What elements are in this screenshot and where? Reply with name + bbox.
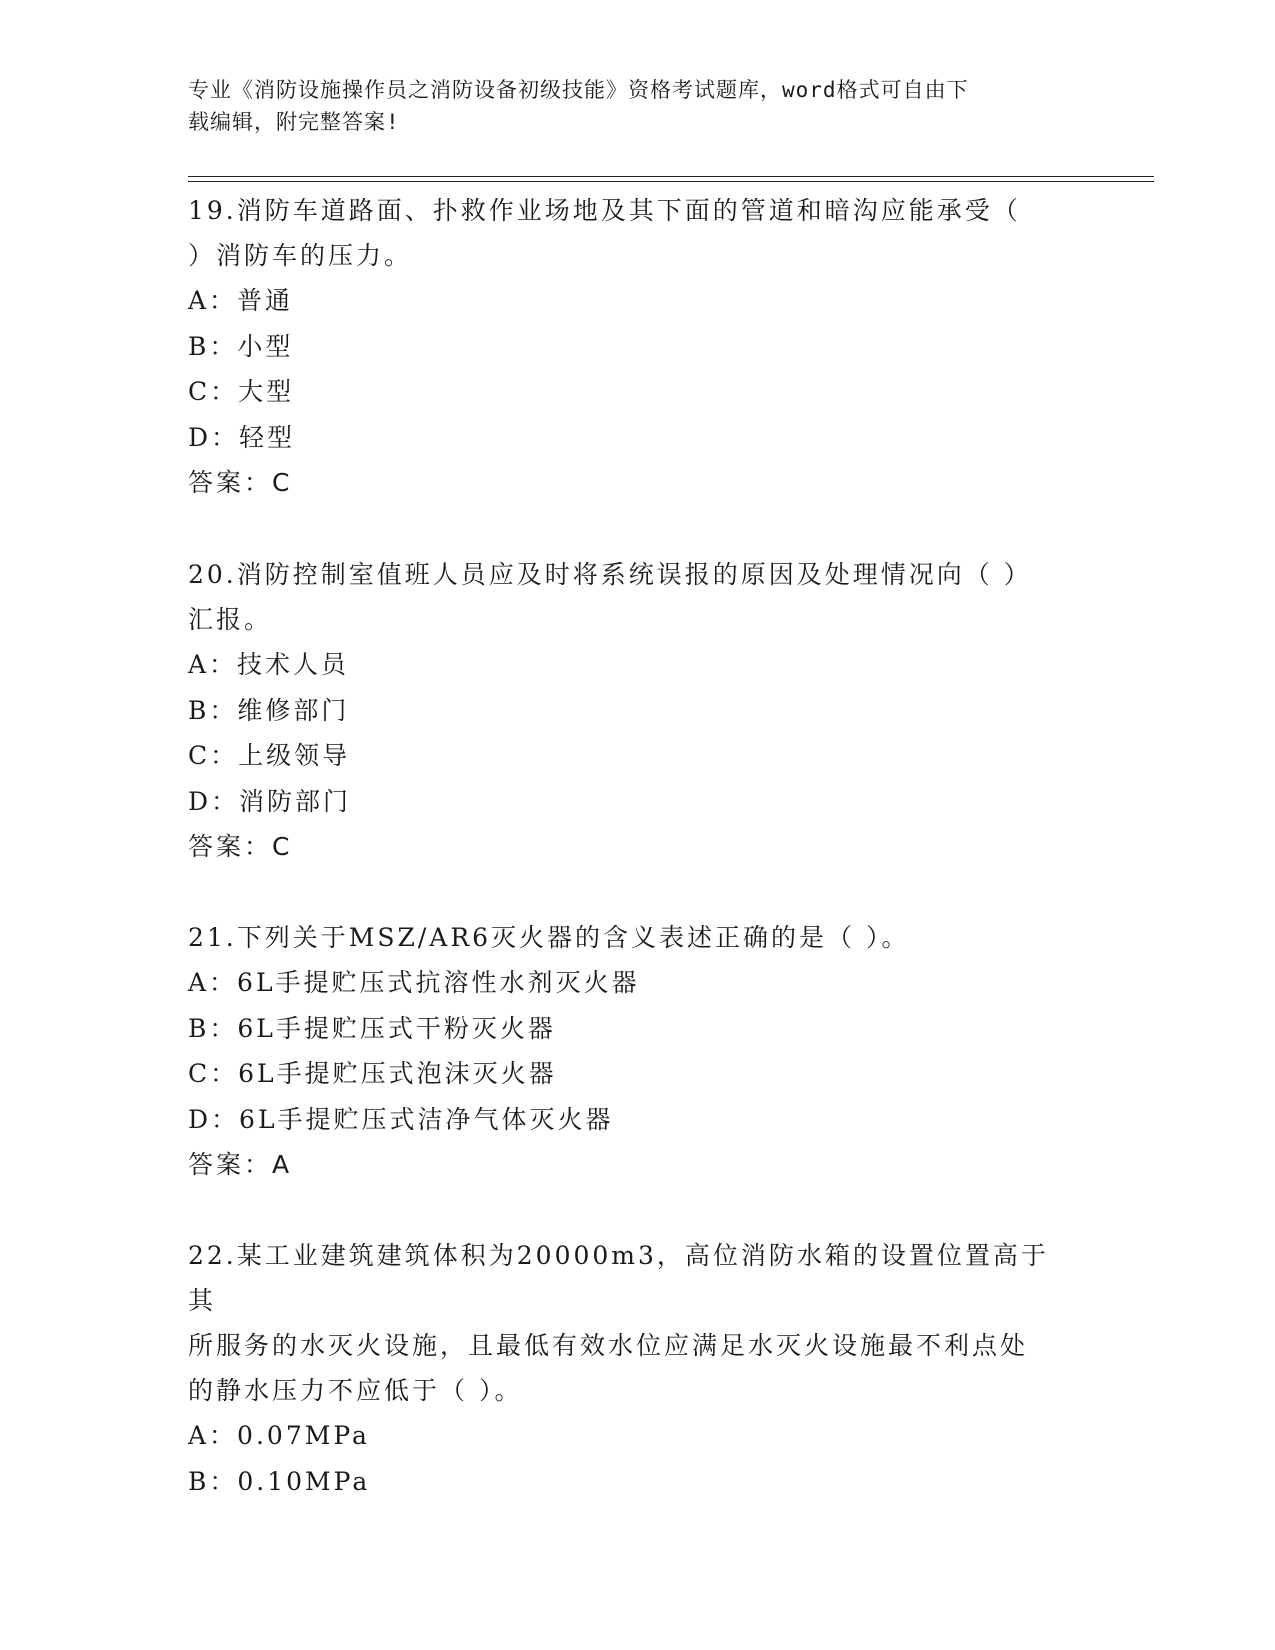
question-text-line: 21.下列关于MSZ/AR6灭火器的含义表述正确的是（ ）。 [188, 923, 910, 952]
option-c: C：上级领导 [188, 741, 351, 770]
question-text-line: 汇报。 [188, 605, 273, 634]
answer-line: 答案：A [188, 1150, 293, 1179]
option-d: D：6L手提贮压式洁净气体灭火器 [188, 1104, 614, 1134]
option-b: B：6L手提贮压式干粉灭火器 [188, 1013, 556, 1043]
option-d: D：轻型 [188, 422, 296, 452]
question-text-line: 20.消防控制室值班人员应及时将系统误报的原因及处理情况向（ ） [188, 560, 1032, 589]
option-b: B：0.10MPa [188, 1466, 371, 1496]
question-21 [188, 915, 1068, 1187]
question-text-line: 22.某工业建筑建筑体积为20000m3，高位消防水箱的设置位置高于其 [188, 1241, 1049, 1315]
option-d: D：消防部门 [188, 786, 352, 816]
option-b: B：小型 [188, 331, 294, 361]
option-a: A：0.07MPa [188, 1421, 370, 1450]
document-header [188, 74, 1068, 138]
header-line-1: 专业《消防设施操作员之消防设备初级技能》资格考试题库，word格式可自由下 [188, 78, 969, 102]
header-line-2: 载编辑，附完整答案! [188, 110, 400, 134]
header-divider-top [188, 176, 1154, 177]
answer-line: 答案：C [188, 832, 293, 861]
question-20 [188, 552, 1068, 869]
option-a: A：6L手提贮压式抗溶性水剂灭火器 [188, 968, 640, 997]
question-text-line: 所服务的水灭火设施，且最低有效水位应满足水灭火设施最不利点处 [188, 1331, 1029, 1360]
question-text-line: 19.消防车道路面、扑救作业场地及其下面的管道和暗沟应能承受（ [188, 196, 1021, 225]
option-b: B：维修部门 [188, 695, 350, 725]
question-19 [188, 188, 1068, 505]
answer-line: 答案：C [188, 468, 293, 497]
question-text-line: 的静水压力不应低于（ ）。 [188, 1376, 523, 1405]
option-c: C：大型 [188, 377, 295, 406]
header-divider-bottom [188, 181, 1154, 182]
question-22 [188, 1233, 1068, 1504]
option-c: C：6L手提贮压式泡沫灭火器 [188, 1059, 557, 1088]
option-a: A：普通 [188, 286, 294, 315]
option-a: A：技术人员 [188, 650, 350, 679]
question-text-line: ）消防车的压力。 [188, 241, 413, 270]
